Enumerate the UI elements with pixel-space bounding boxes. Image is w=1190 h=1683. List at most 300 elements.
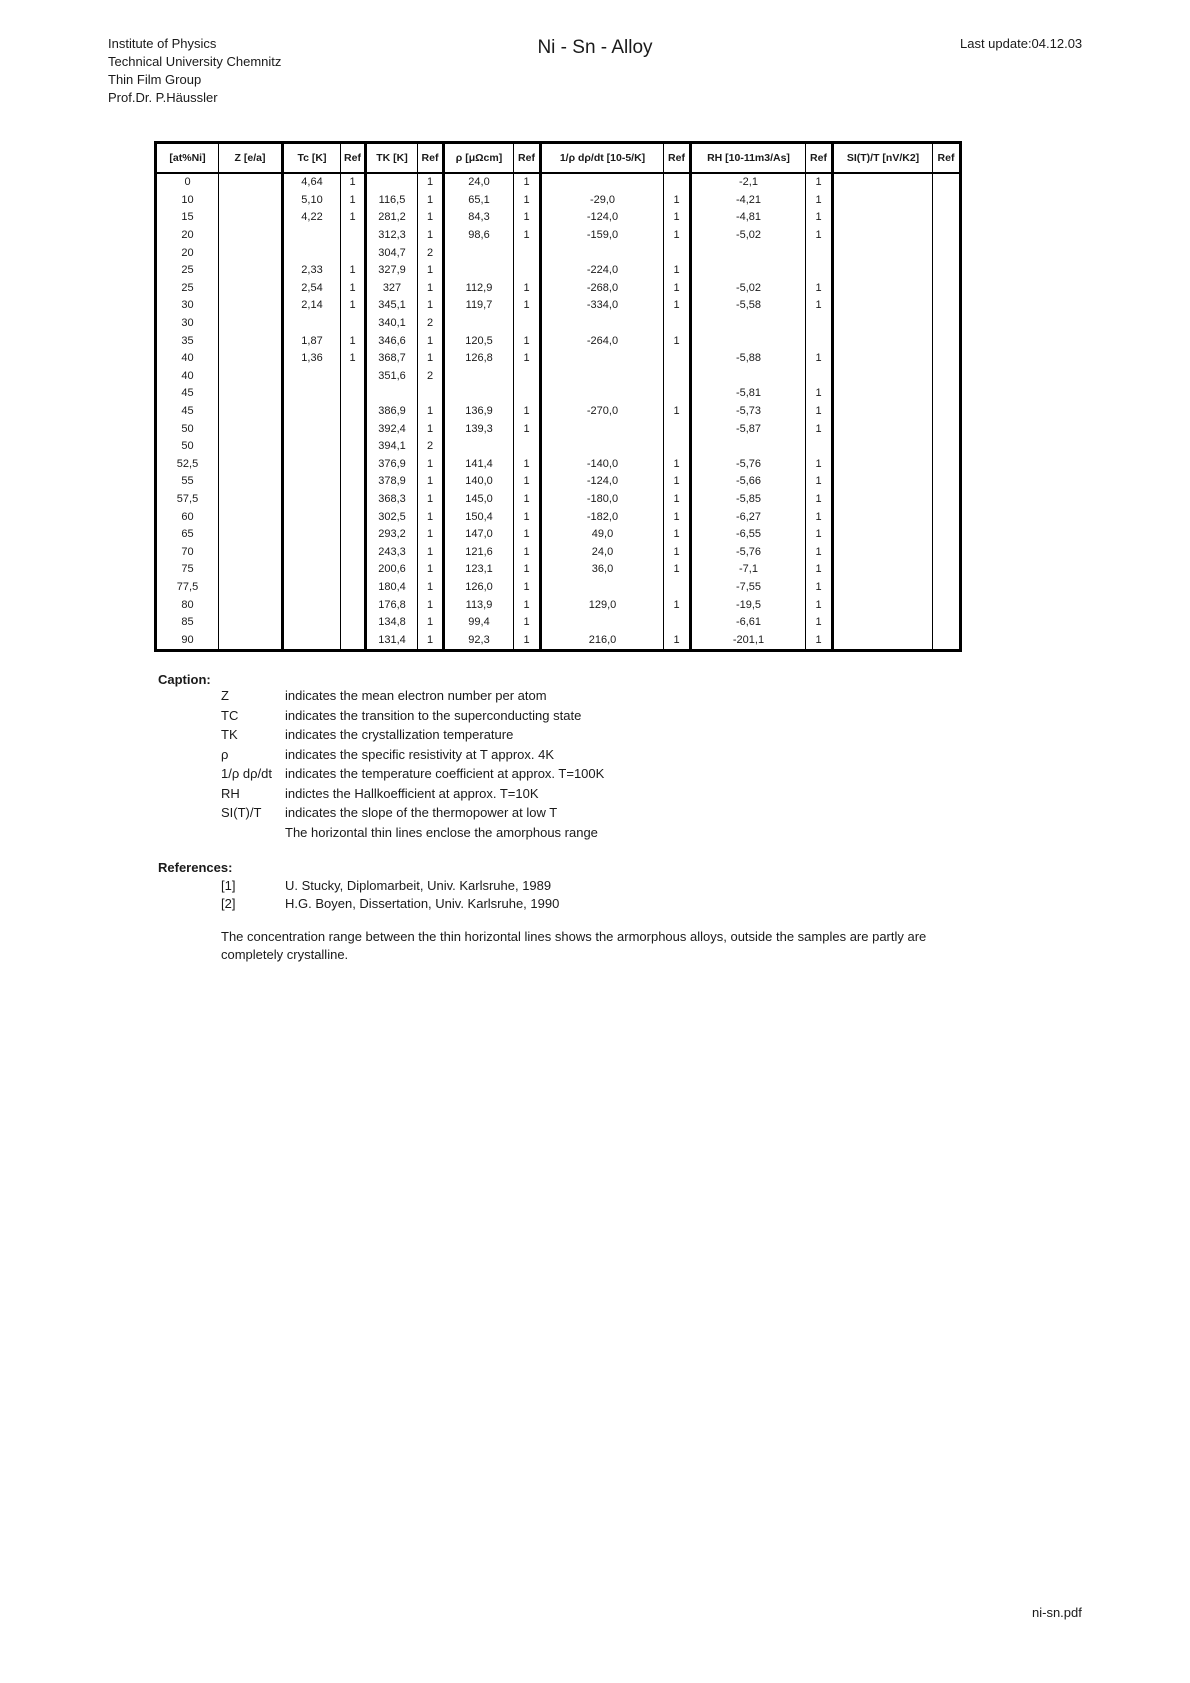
caption-symbol: SI(T)/T	[221, 805, 262, 820]
table-cell	[219, 315, 283, 333]
table-cell	[833, 280, 933, 298]
table-cell: 1	[341, 332, 366, 350]
table-cell: 50	[181, 422, 194, 435]
table-cell: -5,76	[691, 543, 806, 561]
table-cell	[219, 173, 283, 192]
table-cell: 1,36	[283, 350, 341, 368]
table-cell: 1	[806, 526, 833, 544]
table-cell	[541, 385, 664, 403]
table-row	[156, 173, 961, 192]
table-cell	[933, 508, 961, 526]
table-cell: 368,3	[366, 491, 418, 509]
table-cell	[933, 456, 961, 474]
table-cell	[444, 385, 514, 403]
table-cell	[283, 456, 341, 474]
table-cell	[219, 244, 283, 262]
table-cell: 90	[181, 633, 194, 646]
table-cell: 15	[181, 211, 194, 224]
table-cell: 1	[514, 297, 541, 315]
table-cell: 40	[181, 369, 194, 382]
table-cell	[341, 456, 366, 474]
table-row	[156, 579, 961, 597]
table-cell: 1	[341, 350, 366, 368]
table-cell	[283, 385, 341, 403]
table-cell	[341, 473, 366, 491]
institute-line: Prof.Dr. P.Häussler	[108, 90, 218, 105]
table-cell: 52,5	[176, 457, 199, 470]
col-header: TK [K]	[366, 143, 418, 174]
table-cell: 150,4	[444, 508, 514, 526]
table-cell: 1	[806, 420, 833, 438]
table-cell	[806, 368, 833, 386]
table-cell	[283, 596, 341, 614]
table-cell	[283, 473, 341, 491]
table-row	[156, 315, 961, 333]
table-cell: 302,5	[366, 508, 418, 526]
table-cell	[833, 596, 933, 614]
table-cell: 126,8	[444, 350, 514, 368]
table-cell: 1	[418, 491, 444, 509]
table-cell: 1	[514, 227, 541, 245]
table-cell: 200,6	[366, 561, 418, 579]
table-cell	[833, 227, 933, 245]
table-cell	[933, 543, 961, 561]
table-cell	[933, 631, 961, 650]
table-cell: 65,1	[444, 192, 514, 210]
reference-number: [1]	[221, 878, 236, 893]
table-cell: 1	[664, 596, 691, 614]
table-cell	[341, 526, 366, 544]
table-cell: 1	[418, 543, 444, 561]
table-cell	[664, 438, 691, 456]
caption-title: Caption:	[158, 672, 211, 687]
table-cell: 1	[664, 543, 691, 561]
col-header: ρ [μΩcm]	[444, 143, 514, 174]
table-body	[156, 173, 961, 651]
table-cell: 394,1	[366, 438, 418, 456]
table-cell: 2,33	[283, 262, 341, 280]
page-title: Ni - Sn - Alloy	[537, 37, 653, 58]
table-cell	[283, 403, 341, 421]
table-cell: 136,9	[444, 403, 514, 421]
table-cell: 1	[418, 631, 444, 650]
table-cell	[833, 192, 933, 210]
table-cell	[833, 403, 933, 421]
caption-symbol: Z	[221, 688, 229, 703]
table-cell: 1	[418, 262, 444, 280]
table-cell	[514, 315, 541, 333]
table-cell	[541, 350, 664, 368]
table-cell	[219, 438, 283, 456]
caption-symbol: TC	[221, 707, 239, 723]
table-cell: 2,14	[283, 297, 341, 315]
table-cell	[283, 526, 341, 544]
table-cell: 98,6	[444, 227, 514, 245]
table-cell	[691, 244, 806, 262]
col-header: Ref	[514, 143, 541, 174]
table-cell: 386,9	[366, 403, 418, 421]
table-cell: 1	[418, 561, 444, 579]
table-cell	[219, 473, 283, 491]
table-cell: -5,85	[691, 491, 806, 509]
table-cell: 1	[664, 227, 691, 245]
table-cell: 1	[664, 491, 691, 509]
table-cell: 1	[514, 543, 541, 561]
table-row	[156, 368, 961, 386]
references-list	[221, 877, 559, 913]
table-cell	[664, 350, 691, 368]
table-cell: 75	[181, 563, 194, 576]
table-row	[156, 526, 961, 544]
table-cell: 25	[181, 264, 194, 277]
table-cell: -5,73	[691, 403, 806, 421]
table-cell: 1	[514, 209, 541, 227]
table-cell: 92,3	[444, 631, 514, 650]
table-cell: 351,6	[366, 368, 418, 386]
table-cell: -4,81	[691, 209, 806, 227]
table-cell	[933, 315, 961, 333]
table-row	[156, 543, 961, 561]
table-cell: 4,64	[283, 173, 341, 192]
table-cell: 340,1	[366, 315, 418, 333]
table-cell: 1	[806, 227, 833, 245]
table-cell: 123,1	[444, 561, 514, 579]
table-cell: 126,0	[444, 579, 514, 597]
table-cell: 1	[514, 596, 541, 614]
table-cell: 1	[664, 473, 691, 491]
table-cell: 1	[806, 173, 833, 192]
table-cell	[806, 315, 833, 333]
table-cell: 147,0	[444, 526, 514, 544]
table-cell: 1	[341, 262, 366, 280]
table-cell: 1	[418, 473, 444, 491]
table-cell: -224,0	[541, 262, 664, 280]
table-cell: 2	[418, 315, 444, 333]
table-cell	[341, 579, 366, 597]
table-cell	[444, 315, 514, 333]
table-cell	[933, 526, 961, 544]
table-cell	[833, 368, 933, 386]
table-row	[156, 420, 961, 438]
reference-text: U. Stucky, Diplomarbeit, Univ. Karlsruhe, 1989	[285, 878, 552, 893]
table-cell	[444, 368, 514, 386]
table-cell: 1	[806, 508, 833, 526]
table-cell: -5,66	[691, 473, 806, 491]
table-cell	[514, 438, 541, 456]
table-cell	[833, 420, 933, 438]
table-cell	[219, 262, 283, 280]
table-cell	[933, 473, 961, 491]
table-cell: 327	[366, 280, 418, 298]
table-cell	[933, 173, 961, 192]
table-row	[156, 438, 961, 456]
table-cell: 1	[514, 192, 541, 210]
table-cell: -5,87	[691, 420, 806, 438]
table-cell: 40	[181, 352, 194, 365]
table-row	[156, 473, 961, 491]
table-cell	[806, 438, 833, 456]
table-cell: 1	[418, 614, 444, 632]
table-row	[156, 297, 961, 315]
col-header: Z [e/a]	[219, 143, 283, 174]
table-cell	[219, 385, 283, 403]
table-cell	[691, 262, 806, 280]
table-cell: 20	[181, 229, 194, 242]
caption-item	[221, 706, 604, 726]
table-row	[156, 209, 961, 227]
table-cell: 141,4	[444, 456, 514, 474]
table-cell: 1	[514, 332, 541, 350]
table-cell: -2,1	[691, 173, 806, 192]
caption-symbol: ρ	[221, 746, 229, 762]
table-cell	[514, 385, 541, 403]
references-title: References:	[158, 860, 233, 875]
table-cell	[664, 173, 691, 192]
table-cell: 1	[514, 491, 541, 509]
table-cell: -5,76	[691, 456, 806, 474]
table-cell	[283, 491, 341, 509]
table-cell	[933, 332, 961, 350]
table-cell: 1	[341, 173, 366, 192]
table-cell	[833, 438, 933, 456]
table-row	[156, 385, 961, 403]
reference-item	[221, 895, 559, 913]
table-cell	[341, 596, 366, 614]
table-cell	[664, 315, 691, 333]
col-header: RH [10-11m3/As]	[691, 143, 806, 174]
table-cell: 1	[664, 209, 691, 227]
table-row	[156, 332, 961, 350]
table-cell	[933, 438, 961, 456]
table-cell	[341, 227, 366, 245]
table-cell	[341, 614, 366, 632]
table-cell: 1	[418, 209, 444, 227]
table-cell	[541, 579, 664, 597]
table-cell	[366, 173, 418, 192]
table-cell	[219, 614, 283, 632]
table-cell	[806, 262, 833, 280]
table-cell: 2	[418, 438, 444, 456]
table-cell	[283, 508, 341, 526]
col-header: Ref	[933, 143, 961, 174]
table-cell	[933, 192, 961, 210]
table-cell	[219, 350, 283, 368]
table-cell: -5,02	[691, 280, 806, 298]
table-cell: -270,0	[541, 403, 664, 421]
table-cell: 1	[418, 526, 444, 544]
table-cell: 45	[181, 405, 194, 418]
table-cell	[691, 368, 806, 386]
table-cell: 112,9	[444, 280, 514, 298]
table-cell: 1	[418, 227, 444, 245]
table-cell: 145,0	[444, 491, 514, 509]
table-cell	[514, 244, 541, 262]
table-cell: 378,9	[366, 473, 418, 491]
table-cell	[664, 579, 691, 597]
table-cell: 1	[664, 297, 691, 315]
table-cell	[833, 579, 933, 597]
table-row	[156, 596, 961, 614]
table-cell: 24,0	[444, 173, 514, 192]
table-cell: -264,0	[541, 332, 664, 350]
caption-item	[221, 725, 604, 745]
table-cell	[283, 438, 341, 456]
table-cell: 0	[184, 176, 191, 189]
table-row	[156, 456, 961, 474]
table-cell	[219, 227, 283, 245]
table-cell	[691, 315, 806, 333]
col-header: Ref	[664, 143, 691, 174]
table-cell: 36,0	[541, 561, 664, 579]
table-cell	[341, 385, 366, 403]
table-cell: 1	[664, 456, 691, 474]
caption-symbol: 1/ρ dρ/dt	[221, 766, 272, 781]
table-cell	[283, 543, 341, 561]
table-cell	[833, 350, 933, 368]
table-cell: 1	[514, 631, 541, 650]
table-row	[156, 244, 961, 262]
table-cell	[933, 403, 961, 421]
table-cell	[833, 385, 933, 403]
table-cell: 1	[418, 332, 444, 350]
table-cell: 1	[806, 403, 833, 421]
col-header: 1/ρ dρ/dt [10-5/K]	[541, 143, 664, 174]
table-cell: 1	[806, 614, 833, 632]
table-cell	[664, 368, 691, 386]
table-cell	[691, 438, 806, 456]
table-cell: 281,2	[366, 209, 418, 227]
table-cell	[691, 332, 806, 350]
table-cell: 1	[514, 456, 541, 474]
table-cell	[933, 420, 961, 438]
table-cell: 346,6	[366, 332, 418, 350]
note-paragraph: The concentration range between the thin horizontal lines shows the armorphous alloys, outside the samples are partly are completely crystalline.	[221, 929, 927, 962]
table-cell: 1	[341, 209, 366, 227]
table-cell	[418, 385, 444, 403]
table-cell: 129,0	[541, 596, 664, 614]
table-cell: 1	[514, 280, 541, 298]
table-cell: 30	[181, 299, 194, 312]
caption-text: indicates the specific resistivity at T approx. 4K	[285, 746, 555, 762]
table-cell: 1	[664, 526, 691, 544]
caption-item	[221, 823, 604, 843]
caption-symbol: TK	[221, 727, 238, 742]
table-cell: -7,1	[691, 561, 806, 579]
table-cell	[933, 596, 961, 614]
table-cell: 84,3	[444, 209, 514, 227]
table-cell	[219, 420, 283, 438]
table-cell: -140,0	[541, 456, 664, 474]
institute-line: Thin Film Group	[108, 72, 202, 87]
table-cell: 65	[181, 528, 194, 541]
table-row	[156, 561, 961, 579]
table-cell: -268,0	[541, 280, 664, 298]
caption-list	[221, 686, 604, 842]
table-cell: 1	[806, 209, 833, 227]
table-cell	[341, 420, 366, 438]
table-cell	[341, 491, 366, 509]
table-cell	[664, 244, 691, 262]
table-cell	[219, 192, 283, 210]
table-cell: 116,5	[366, 192, 418, 210]
table-cell: 1	[341, 280, 366, 298]
table-cell: -124,0	[541, 209, 664, 227]
table-cell	[541, 614, 664, 632]
table-cell: 293,2	[366, 526, 418, 544]
table-cell: 1	[806, 561, 833, 579]
table-cell: -182,0	[541, 508, 664, 526]
table-row	[156, 491, 961, 509]
table-cell: 50	[181, 440, 194, 453]
table-cell: 30	[181, 317, 194, 330]
table-cell	[541, 420, 664, 438]
caption-text: indicates the crystallization temperature	[285, 727, 514, 742]
table-cell: 1	[418, 280, 444, 298]
table-cell: -124,0	[541, 473, 664, 491]
table-cell: -180,0	[541, 491, 664, 509]
table-cell: -159,0	[541, 227, 664, 245]
table-cell	[541, 244, 664, 262]
table-cell: 345,1	[366, 297, 418, 315]
data-table	[154, 141, 962, 652]
table-cell	[933, 244, 961, 262]
table-cell: 304,7	[366, 244, 418, 262]
table-cell	[541, 173, 664, 192]
table-cell	[341, 244, 366, 262]
table-cell: 1	[664, 561, 691, 579]
table-cell	[341, 508, 366, 526]
table-cell: -6,27	[691, 508, 806, 526]
table-cell: 2	[418, 244, 444, 262]
table-cell: 1	[514, 561, 541, 579]
table-cell: -4,21	[691, 192, 806, 210]
institute-line: Technical University Chemnitz	[108, 54, 282, 69]
table-cell: 1	[514, 473, 541, 491]
table-cell	[341, 631, 366, 650]
table-cell: 368,7	[366, 350, 418, 368]
table-cell: 216,0	[541, 631, 664, 650]
table-cell: 1	[806, 596, 833, 614]
table-cell	[219, 579, 283, 597]
table-cell	[833, 631, 933, 650]
table-cell	[833, 526, 933, 544]
table-cell: 139,3	[444, 420, 514, 438]
table-cell: 1	[806, 491, 833, 509]
table-cell: 120,5	[444, 332, 514, 350]
table-cell: -29,0	[541, 192, 664, 210]
table-cell	[219, 297, 283, 315]
table-cell	[283, 614, 341, 632]
table-cell: 20	[181, 246, 194, 259]
institute-line: Institute of Physics	[108, 36, 217, 51]
table-cell: 5,10	[283, 192, 341, 210]
table-cell: -5,58	[691, 297, 806, 315]
table-cell: 1	[514, 420, 541, 438]
table-cell	[283, 368, 341, 386]
table-cell	[664, 614, 691, 632]
reference-text: H.G. Boyen, Dissertation, Univ. Karlsruhe, 1990	[285, 896, 560, 911]
table-cell: 60	[181, 510, 194, 523]
table-cell: 1	[806, 543, 833, 561]
table-cell	[833, 456, 933, 474]
table-cell: 1	[664, 403, 691, 421]
table-cell	[219, 596, 283, 614]
col-header: [at%Ni]	[156, 143, 219, 174]
table-cell	[219, 631, 283, 650]
caption-item	[221, 803, 604, 823]
table-cell: 1	[418, 173, 444, 192]
table-cell: 392,4	[366, 420, 418, 438]
